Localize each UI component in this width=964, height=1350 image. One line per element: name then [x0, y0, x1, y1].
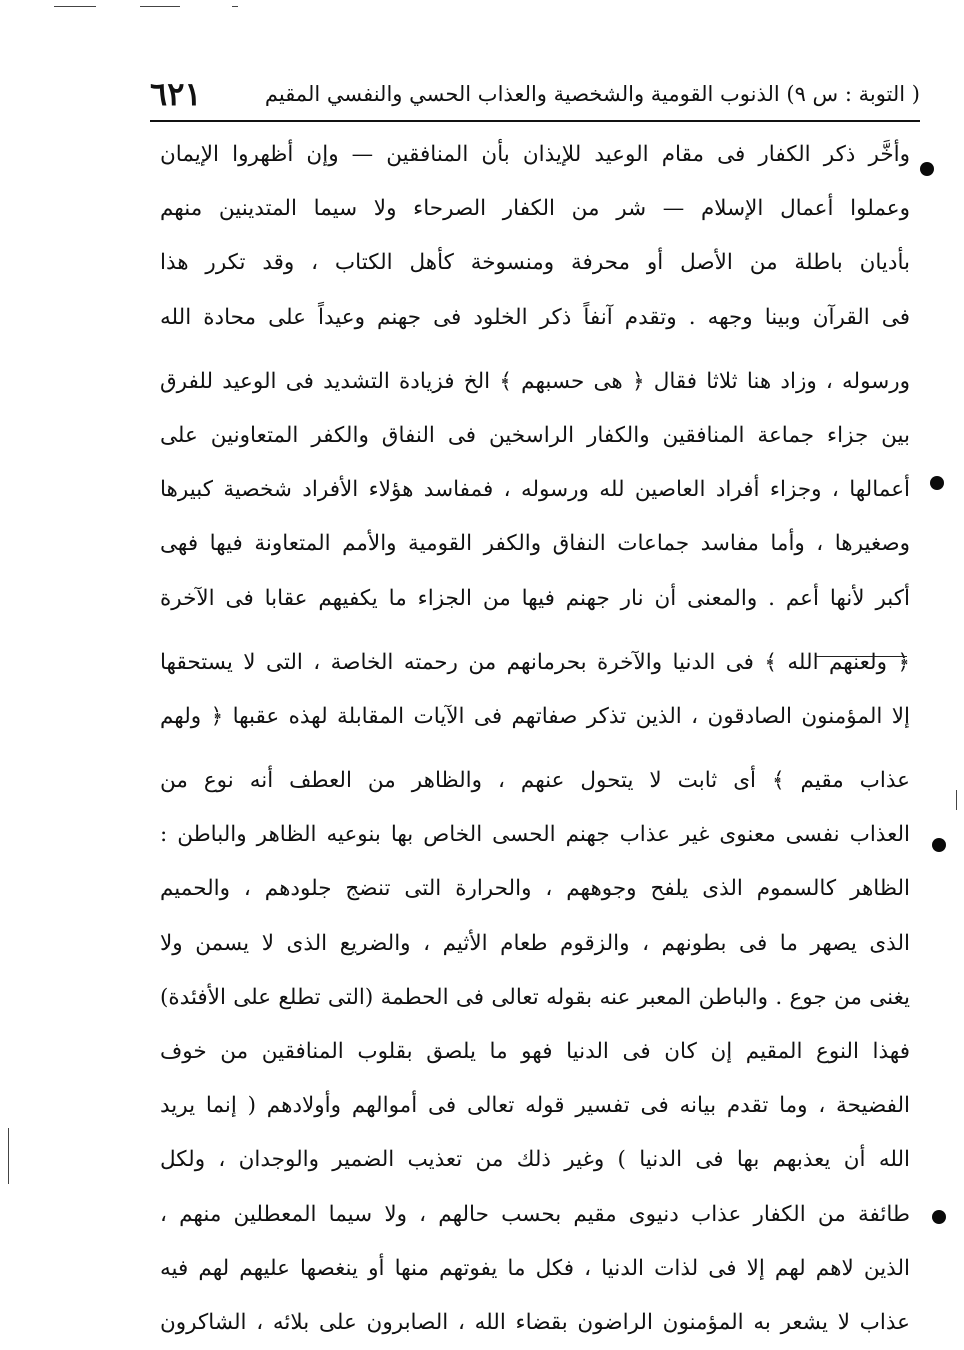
- text-line: العذاب نفسى معنوى غير عذاب جهنم الحسى الخاص بها بنوعيه الظاهر والباطن :: [160, 822, 910, 848]
- scan-edge-mark: [140, 6, 180, 7]
- text-line: بين جزاء جماعة المنافقين والكفار الراسخين فى النفاق والكفر المتعاونين على: [160, 422, 910, 448]
- scan-edge-mark: [54, 6, 96, 7]
- text-line: وأخَّر ذكر الكفار فى مقام الوعيد للإيذان بأن المنافقين — وإن أظهروا الإيمان: [160, 142, 910, 167]
- text-line: عذاب لا يشعر به المؤمنون الراضون بقضاء الله ، الصابرون على بلائه ، الشاكرون: [160, 1309, 910, 1335]
- text-line: وعملوا أعمال الإسلام — شر من الكفار الصرحاء ولا سيما المتدينين منهم: [160, 196, 910, 222]
- text-line: عذاب مقيم ﴾ أى ثابت لا يتحول عنهم ، والظاهر من العطف أنه نوع من: [160, 768, 910, 794]
- header-title: ( التوبة : س ٩) الذنوب القومية والشخصية والعذاب الحسي والنفسي المقيم: [264, 82, 920, 106]
- text-line: ورسوله ، وزاد هنا ثلاثا فقال ﴿ هى حسبهم ﴾ الخ فزيادة التشديد فى الوعيد للفرق: [160, 368, 910, 394]
- text-line: بأديان باطلة من الأصل أو محرفة ومنسوخة كأهل الكتاب ، وقد تكرر هذا: [160, 250, 910, 276]
- text-line: وصغيرها ، وأما مفاسد جماعات النفاق والكفر القومية والأمم المتعاونة فيها فهى: [160, 531, 910, 557]
- text-line: فهذا النوع المقيم إن كان فى الدنيا فهو ما يلصق بقلوب المنافقين من خوف: [160, 1039, 910, 1064]
- scan-edge-mark: [956, 790, 957, 810]
- text-line: الله أن يعذبهم بها فى الدنيا ) وغير ذلك من تعذيب الضمير والوجدان ، ولكل: [160, 1147, 910, 1173]
- text-line: أعمالها ، وجزاء أفراد العاصين لله ورسوله ، فمفاسد هؤلاء الأفراد شخصية كبيرها: [160, 477, 910, 503]
- text-line: ﴿ ولعنهم الله ﴾ فى الدنيا والآخرة بحرمانهم من رحمته الخاصة ، التى لا يستحقها: [160, 649, 910, 675]
- text-line: يغنى من جوع . والباطن المعبر عنه بقوله تعالى فى الحطمة (التى تطلع على الأفئدة): [160, 984, 910, 1010]
- text-line: الذى يصهر ما فى بطونهم ، والزقوم طعام الأثيم ، والضريع الذى لا يسمن ولا: [160, 930, 910, 956]
- line-gap: [160, 626, 910, 636]
- line-gap: [160, 345, 910, 355]
- text-line: أكبر لأنها أعم . والمعنى أن نار جهنم فيها من الجزاء ما يكفيهم عقابا فى الآخرة: [160, 585, 910, 611]
- running-header: [150, 72, 920, 116]
- scan-edge-mark: [232, 6, 238, 7]
- text-line: الظاهر كالسموم الذى يلفح وجوههم ، والحرارة التى تنضج جلودهم ، والحميم: [160, 876, 910, 902]
- header-rule: [150, 120, 920, 122]
- body-text: [160, 128, 910, 1350]
- text-line: إلا المؤمنون الصادقون ، الذين تذكر صفاتهم فى الآيات المقابلة لهذه عقبها ﴿ ولهم: [160, 703, 910, 729]
- punch-hole: [932, 1210, 946, 1224]
- line-gap: [160, 744, 910, 754]
- text-line: الفضيحة ، وما تقدم بيانه فى تفسير قوله تعالى فى أموالهم وأولادهم ( إنما يريد: [160, 1093, 910, 1119]
- text-line: طائفة من الكفار عذاب دنيوى مقيم بحسب حالهم ، ولا سيما المعطلين منهم ،: [160, 1201, 910, 1227]
- page-number: ٦٢١: [150, 75, 202, 113]
- punch-hole: [932, 838, 946, 852]
- margin-rule: [815, 656, 907, 657]
- punch-hole: [930, 476, 944, 490]
- text-line: فى القرآن وبينا وجهه . وتقدم آنفاً ذكر الخلود فى جهنم وعيداً على محادة الله: [160, 304, 910, 330]
- punch-hole: [920, 162, 934, 176]
- scan-edge-mark: [8, 1128, 9, 1184]
- text-line: الذين لاهم لهم إلا فى لذات الدنيا ، فكل ما يفوتهم منها أو ينغصها عليهم لهم فيه: [160, 1255, 910, 1281]
